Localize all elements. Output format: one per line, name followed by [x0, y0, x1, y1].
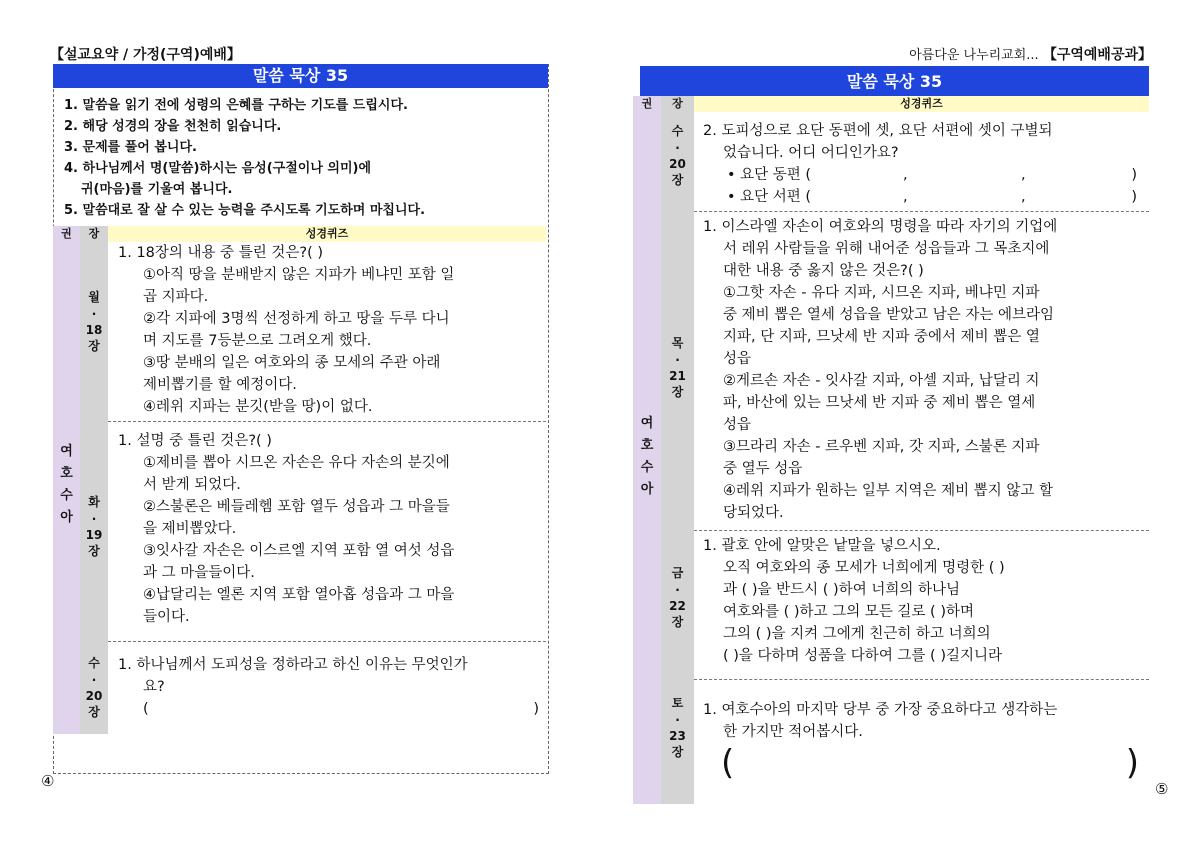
option: ③땅 분배의 일은 여호와의 종 모세의 주관 아래 — [143, 355, 441, 371]
option: ②각 지파에 3명씩 선정하게 하고 땅을 두루 다니 — [143, 311, 450, 327]
question-cont: 었습니다. 어디 어디인가요? — [723, 145, 899, 161]
option-cont: 지파, 단 지파, 므낫세 반 지파 중에서 제비 뽑은 열 — [723, 329, 1040, 345]
option: ④납달리는 엘론 지역 포함 열아홉 성읍과 그 마을 — [143, 587, 455, 603]
left-header: 【설교요약 / 가정(구역)예배】 — [50, 47, 241, 63]
option-cont: 파, 바산에 있는 므낫세 반 지파 중 제비 뽑은 열세 — [723, 395, 1036, 411]
question: 2. 도피성으로 요단 동편에 셋, 요단 서편에 셋이 구별되 — [703, 123, 1053, 139]
left-col-gwon-header: 권 — [61, 227, 72, 240]
bullet-east[interactable]: • 요단 동편 ( , , ) — [727, 167, 1137, 183]
option-cont: 며 지도를 7등분으로 그려오게 했다. — [143, 333, 372, 349]
left-book-name: 여 호 수 아 — [60, 444, 73, 525]
fill-in-line[interactable]: 오직 여호와의 종 모세가 너희에게 명령한 ( ) — [723, 560, 1005, 576]
right-chapter-20: 수 · 20 장 — [669, 124, 686, 187]
question-cont: 서 레위 사람들을 위해 내어준 성읍들과 그 목초지에 — [723, 241, 1050, 257]
right-chapter-23: 토 · 23 장 — [669, 696, 686, 759]
left-chapter-18: 월 · 18 장 — [85, 290, 103, 353]
question-cont: 한 가지만 적어봅시다. — [723, 724, 863, 740]
question-cont: 요? — [143, 679, 165, 695]
option-cont: 제비뽑기를 할 예정이다. — [143, 377, 297, 393]
question: 1. 하나님께서 도피성을 정하라고 하신 이유는 무엇인가 — [118, 657, 468, 673]
option: ①제비를 뽑아 시므온 자손은 유다 자손의 분깃에 — [143, 455, 450, 471]
quiz-chapter-20-q1 — [118, 654, 543, 720]
section-divider — [694, 530, 1149, 531]
quiz-chapter-18 — [118, 242, 543, 418]
quiz-chapter-22 — [703, 535, 1145, 667]
option: ③므라리 자손 - 르우벤 지파, 갓 지파, 스불론 지파 — [723, 439, 1040, 455]
right-header-tag: 【구역예배공과】 — [1042, 47, 1152, 63]
fill-in-line[interactable]: ( )을 다하며 성품을 다하여 그를 ( )길지니라 — [723, 648, 1003, 664]
question-cont: 대한 내용 중 옳지 않은 것은?( ) — [723, 263, 924, 279]
quiz-chapter-23 — [703, 699, 1145, 783]
left-chapter-20: 수 · 20 장 — [85, 656, 103, 719]
right-chapter-22: 금 · 22 장 — [669, 566, 686, 629]
right-col-jang-header: 장 — [672, 97, 683, 110]
question: 1. 이스라엘 자손이 여호와의 명령을 따라 자기의 기업에 — [703, 219, 1058, 235]
left-page-title: 말씀 묵상 35 — [53, 64, 548, 88]
fill-in-line[interactable]: 여호와를 ( )하고 그의 모든 길로 ( )하며 — [723, 604, 974, 620]
quiz-chapter-20-q2 — [703, 120, 1143, 208]
intro-step-5: 5. 말씀대로 잘 살 수 있는 능력을 주시도록 기도하며 마칩니다. — [64, 203, 426, 218]
option-cont: 들이다. — [143, 609, 190, 625]
question: 1. 18장의 내용 중 틀린 것은?( ) — [118, 245, 324, 261]
option: ④레위 지파는 분깃(받을 땅)이 없다. — [143, 399, 373, 415]
section-divider — [108, 421, 546, 422]
option-cont: 중 제비 뽑은 열세 성읍을 받았고 남은 자는 에브라임 — [723, 307, 1055, 323]
church-name: 아름다운 나누리교회... — [909, 48, 1039, 63]
option-cont: 성읍 — [723, 417, 752, 433]
option-cont: 당되었다. — [723, 505, 784, 521]
option: ②게르손 자손 - 잇사갈 지파, 아셀 지파, 납달리 지 — [723, 373, 1040, 389]
fill-in-line[interactable]: 과 ( )을 반드시 ( )하여 너희의 하나님 — [723, 582, 960, 598]
option-cont: 서 받게 되었다. — [143, 477, 241, 493]
intro-step-1: 1. 말씀을 읽기 전에 성령의 은혜를 구하는 기도를 드립시다. — [64, 98, 408, 113]
right-col-quiz-header: 성경퀴즈 — [694, 96, 1149, 112]
question: 1. 설명 중 틀린 것은?( ) — [118, 433, 272, 449]
left-intro — [64, 95, 544, 221]
answer-blank[interactable]: ( ) — [721, 743, 1139, 783]
section-divider — [694, 211, 1149, 212]
right-header — [909, 44, 1152, 64]
option-cont: 과 그 마을들이다. — [143, 565, 255, 581]
quiz-chapter-19 — [118, 430, 543, 628]
answer-blank[interactable]: ( ) — [143, 701, 539, 717]
option: ③잇사갈 자손은 이스르엘 지역 포함 열 여섯 성읍 — [143, 543, 455, 559]
question: 1. 여호수아의 마지막 당부 중 가장 중요하다고 생각하는 — [703, 702, 1058, 718]
right-page-number: ⑤ — [1155, 780, 1169, 798]
left-col-jang-header: 장 — [88, 227, 100, 240]
option-cont: 을 제비뽑았다. — [143, 521, 237, 537]
option: ④레위 지파가 원하는 일부 지역은 제비 뽑지 않고 할 — [723, 483, 1054, 499]
left-page-number: ④ — [41, 772, 55, 790]
bullet-west[interactable]: • 요단 서편 ( , , ) — [727, 189, 1137, 205]
right-chapter-21: 목 · 21 장 — [669, 336, 686, 399]
option-cont: 중 열두 성읍 — [723, 461, 803, 477]
option: ②스불론은 베들레헴 포함 열두 성읍과 그 마을들 — [143, 499, 450, 515]
left-col-quiz-header: 성경퀴즈 — [108, 226, 546, 242]
right-col-gwon-header: 권 — [641, 97, 653, 110]
intro-step-2: 2. 해당 성경의 장을 천천히 읽습니다. — [64, 119, 282, 134]
right-book-name: 여 호 수 아 — [640, 416, 654, 497]
section-divider — [108, 641, 546, 642]
option-cont: 성읍 — [723, 351, 752, 367]
section-divider — [694, 679, 1149, 680]
fill-in-line[interactable]: 그의 ( )을 지켜 그에게 친근히 하고 너희의 — [723, 626, 991, 642]
quiz-chapter-21 — [703, 216, 1145, 524]
question: 1. 괄호 안에 알맞은 낱말을 넣으시오. — [703, 538, 941, 554]
option: ①그핫 자손 - 유다 지파, 시므온 지파, 베냐민 지파 — [723, 285, 1040, 301]
left-chapter-19: 화 · 19 장 — [85, 495, 103, 558]
intro-step-4: 4. 하나님께서 명(말씀)하시는 음성(구절이나 의미)에 — [64, 161, 372, 176]
option-cont: 곱 지파다. — [143, 289, 209, 305]
option: ①아직 땅을 분배받지 않은 지파가 베냐민 포함 일 — [143, 267, 455, 283]
intro-step-4-cont: 귀(마음)를 기울여 봅니다. — [81, 182, 233, 197]
right-page-title: 말씀 묵상 35 — [640, 66, 1149, 96]
intro-step-3: 3. 문제를 풀어 봅니다. — [64, 140, 197, 155]
